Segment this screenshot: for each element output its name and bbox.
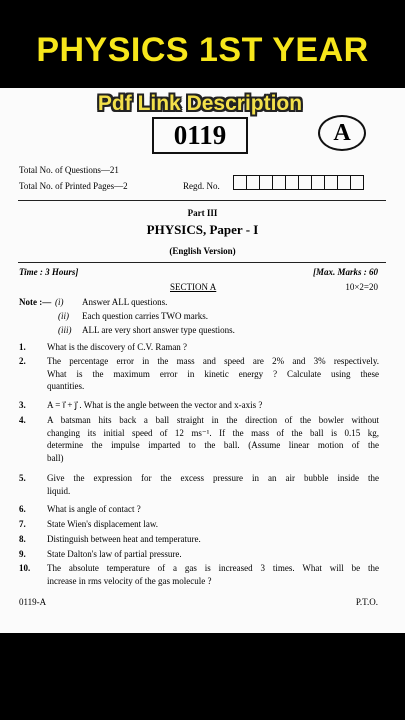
note-label: Note :— <box>19 297 52 307</box>
regd-digit-box <box>350 175 364 190</box>
question-number: 5. <box>19 473 26 483</box>
question-text-line: quantities. <box>47 381 85 392</box>
max-marks: [Max. Marks : 60 <box>312 267 378 277</box>
total-questions: Total No. of Questions—21 <box>19 165 119 175</box>
question-text-line: What is the discovery of C.V. Raman ? <box>47 342 188 352</box>
question-text-line: determine the impulse imparted to the ball. (Assume linear motion of the <box>47 440 379 451</box>
paper-title: PHYSICS, Paper - I <box>146 222 259 237</box>
note-number: (ii) <box>58 311 69 321</box>
regd-digit-box <box>272 175 286 190</box>
regd-digit-box <box>246 175 260 190</box>
question-number: 6. <box>19 504 26 514</box>
question-text-line: increase in rms velocity of the gas molecule ? <box>47 575 212 586</box>
question-number: 8. <box>19 534 26 544</box>
regd-number-boxes <box>233 175 363 190</box>
question-text-line: liquid. <box>47 485 71 496</box>
series-circle: A <box>318 115 366 151</box>
regd-digit-box <box>285 175 299 190</box>
question-text-line: A = i⃗ + j⃗ . What is the angle between the vector and x-axis ? <box>47 400 263 410</box>
section-marks: 10×2=20 <box>345 282 378 292</box>
question-text-line: The absolute temperature of a gas is increased 3 times. What will be the <box>47 563 379 573</box>
regd-label: Regd. No. <box>183 181 220 191</box>
video-banner <box>0 0 405 88</box>
regd-digit-box <box>311 175 325 190</box>
paper-version: (English Version) <box>169 246 236 256</box>
question-number: 4. <box>19 415 26 425</box>
question-number: 1. <box>19 342 26 352</box>
question-text-line: Give the expression for the excess pressure in an air bubble inside the <box>47 473 379 483</box>
banner-title: PHYSICS 1ST YEAR <box>36 31 369 69</box>
question-text-line: What is the maximum error in kinetic energy ? Calculate using these <box>47 368 379 379</box>
paper-code-box: 0119 <box>152 117 248 154</box>
question-number: 2. <box>19 356 26 366</box>
video-bottom-bar <box>0 633 405 720</box>
question-number: 10. <box>19 563 31 573</box>
regd-digit-box <box>324 175 338 190</box>
question-text-line: ball) <box>47 452 64 463</box>
question-text-line: State Wien's displacement law. <box>47 519 158 529</box>
regd-digit-box <box>259 175 273 190</box>
time-allowed: Time : 3 Hours] <box>19 267 79 277</box>
divider <box>18 262 386 263</box>
footer-code: 0119-A <box>19 597 47 607</box>
question-number: 7. <box>19 519 26 529</box>
note-number: (i) <box>55 297 64 307</box>
banner-subtitle: Pdf Link Description <box>97 92 303 115</box>
total-pages: Total No. of Printed Pages—2 <box>19 181 128 191</box>
question-text-line: changing its initial speed of 12 ms⁻¹. If the mass of the ball is 0.15 kg, <box>47 427 379 438</box>
question-text-line: What is angle of contact ? <box>47 504 141 514</box>
question-number: 3. <box>19 400 26 410</box>
footer-pto: P.T.O. <box>355 597 378 607</box>
part-label: Part III <box>187 208 218 218</box>
note-text: Answer ALL questions. <box>82 297 168 307</box>
regd-digit-box <box>337 175 351 190</box>
note-text: ALL are very short answer type questions. <box>82 325 235 335</box>
section-heading: SECTION A <box>170 282 217 292</box>
question-number: 9. <box>19 549 26 559</box>
regd-digit-box <box>233 175 247 190</box>
regd-digit-box <box>298 175 312 190</box>
question-text-line: The percentage error in the mass and speed are 2% and 3% respectively. <box>47 356 379 366</box>
question-text-line: State Dalton's law of partial pressure. <box>47 549 182 559</box>
divider <box>18 200 386 201</box>
note-text: Each question carries TWO marks. <box>82 311 209 321</box>
note-number: (iii) <box>58 325 72 335</box>
question-text-line: Distinguish between heat and temperature. <box>47 534 201 544</box>
question-text-line: A batsman hits back a ball straight in the direction of the bowler without <box>47 415 379 425</box>
